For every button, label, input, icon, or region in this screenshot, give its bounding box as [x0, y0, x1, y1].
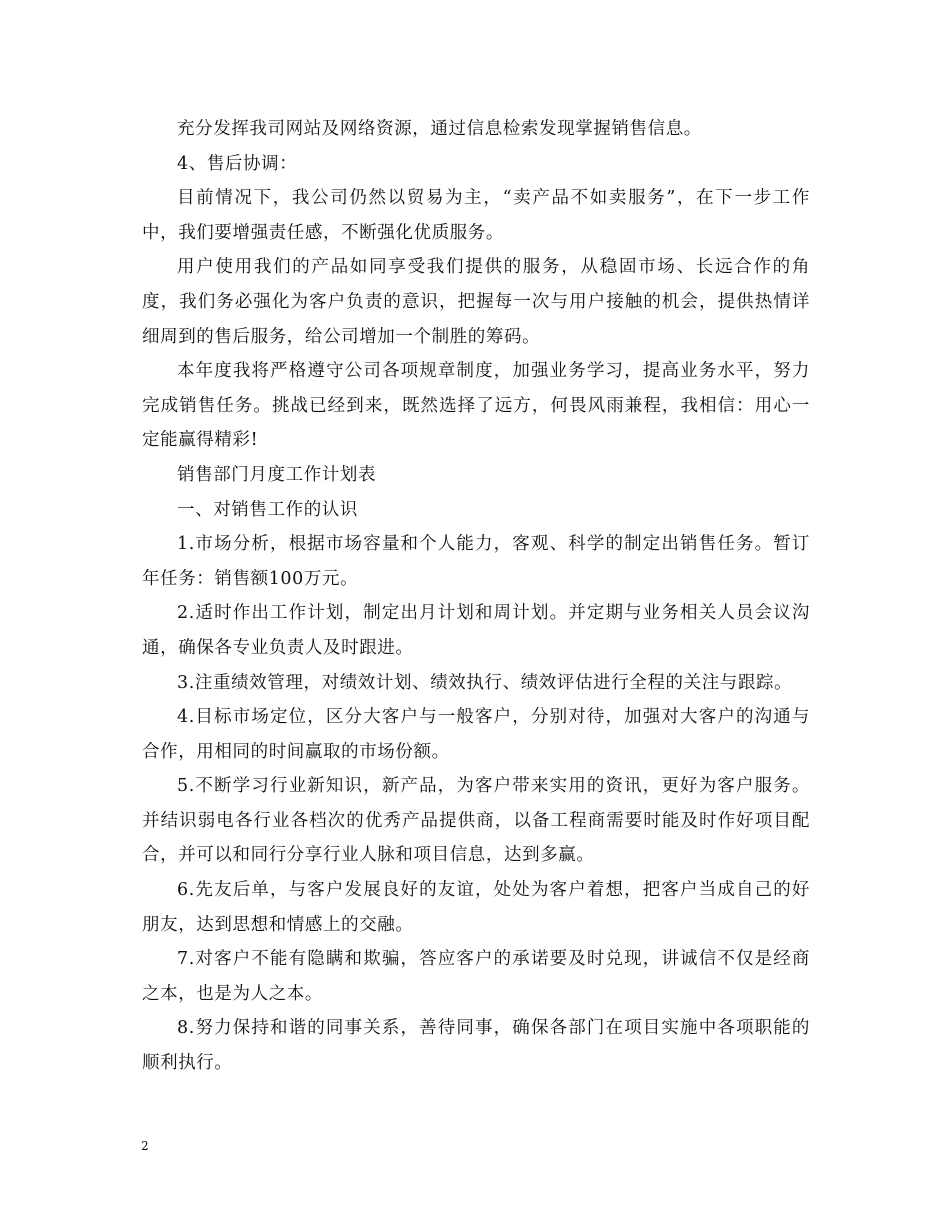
list-item: 7.对客户不能有隐瞒和欺骗，答应客户的承诺要及时兑现，讲诚信不仅是经商之本，也是为人之本。: [142, 949, 810, 1004]
list-item: 3.注重绩效管理，对绩效计划、绩效执行、绩效评估进行全程的关注与跟踪。: [177, 672, 793, 693]
section-title: 销售部门月度工作计划表: [177, 464, 377, 485]
paragraph: 本年度我将严格遵守公司各项规章制度，加强业务学习，提高业务水平，努力完成销售任务。挑战已经到来，既然选择了远方，何畏风雨兼程，我相信：用心一定能赢得精彩!: [142, 361, 810, 451]
list-item: 4.目标市场定位，区分大客户与一般客户，分别对待，加强对大客户的沟通与合作，用相同的时间赢取的市场份额。: [142, 707, 810, 762]
section-heading: 4、售后协调：: [177, 153, 298, 174]
list-item: 2.适时作出工作计划，制定出月计划和周计划。并定期与业务相关人员会议沟通，确保各专业负责人及时跟进。: [142, 603, 810, 658]
list-item: 1.市场分析，根据市场容量和个人能力，客观、科学的制定出销售任务。暂订年任务：销售额100万元。: [142, 534, 810, 589]
document-body: [142, 112, 810, 1081]
page-number: 2: [141, 1139, 149, 1153]
section-heading: 一、对销售工作的认识: [177, 499, 358, 520]
paragraph: 充分发挥我司网站及网络资源，通过信息检索发现掌握销售信息。: [177, 119, 702, 139]
list-item: 6.先友后单，与客户发展良好的友谊，处处为客户着想，把客户当成自己的好朋友，达到思想和情感上的交融。: [142, 880, 810, 935]
paragraph: 用户使用我们的产品如同享受我们提供的服务，从稳固市场、长远合作的角度，我们务必强化为客户负责的意识，把握每一次与用户接触的机会，提供热情详细周到的售后服务，给公司增加一个制胜的筹码。: [142, 257, 810, 347]
list-item: 8.努力保持和谐的同事关系，善待同事，确保各部门在项目实施中各项职能的顺利执行。: [142, 1018, 810, 1074]
list-item: 5.不断学习行业新知识，新产品，为客户带来实用的资讯，更好为客户服务。并结识弱电各行业各档次的优秀产品提供商，以备工程商需要时能及时作好项目配合，并可以和同行分享行业人脉和项目信息，达到多赢。: [142, 776, 810, 866]
paragraph: 目前情况下，我公司仍然以贸易为主，“卖产品不如卖服务”，在下一步工作中，我们要增强责任感，不断强化优质服务。: [142, 188, 810, 243]
